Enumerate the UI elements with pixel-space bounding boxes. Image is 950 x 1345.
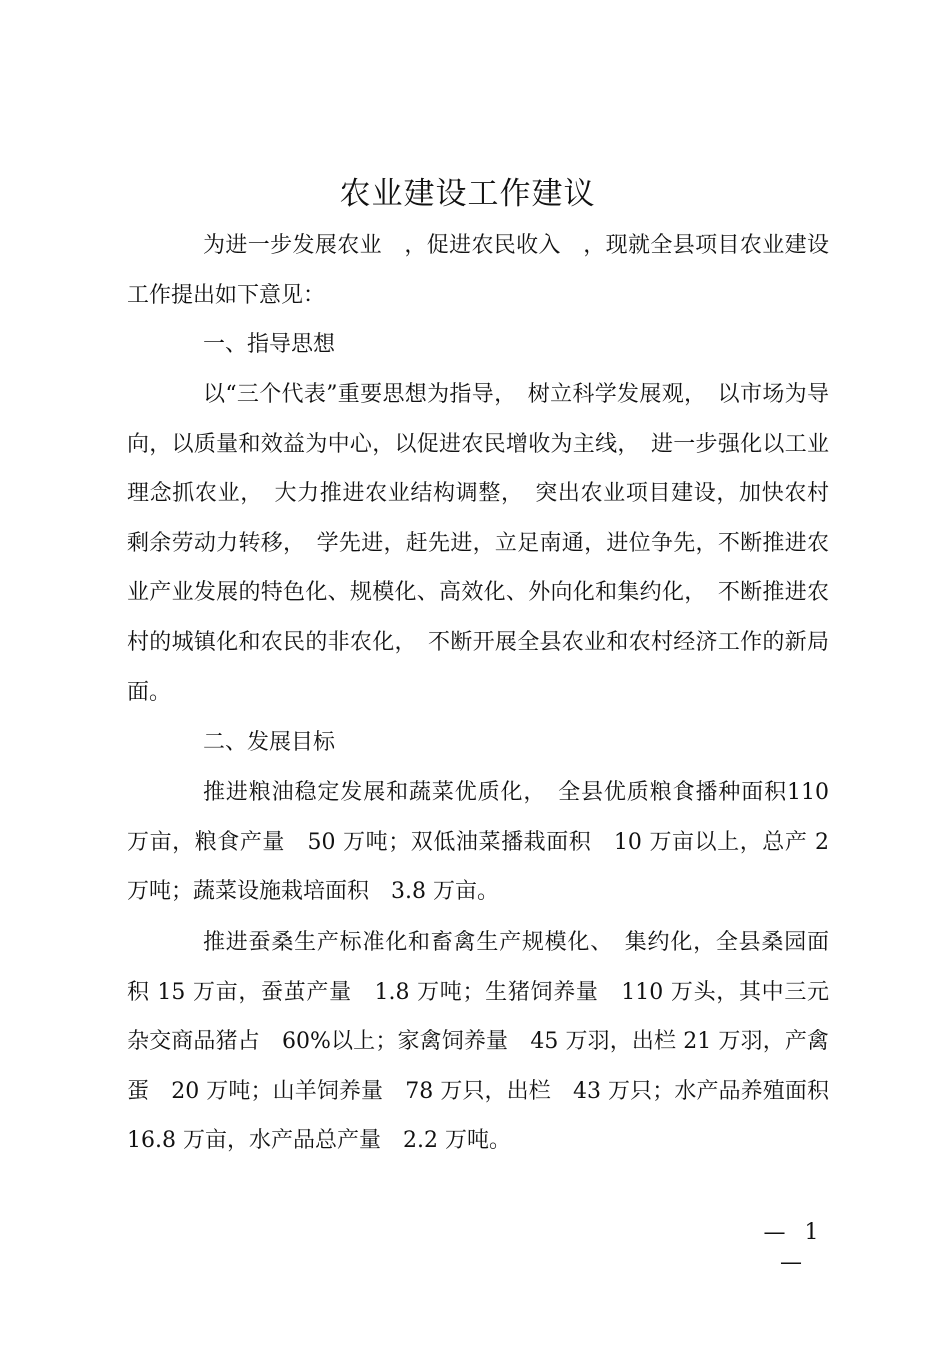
page-number: — 1 — (763, 1220, 825, 1275)
guiding-ideology-paragraph: 以“三个代表”重要思想为指导， 树立科学发展观， 以市场为导向，以质量和效益为中心，以促进农民增收为主线， 进一步强化以工业理念抓农业， 大力推进农业结构调整， 突出农业项目建设，加快农村剩余劳动力转移， 学先进，赶先进，立足南通，进位争先，不断推进农业产业发展的特色化、规模化、高效化、外向化和集约化， 不断推进农村的城镇化和农民的非农化， 不断开展全县农业和农村经济工作的新局面。 (127, 382, 829, 705)
goals-paragraph-grain-oil: 推进粮油稳定发展和蔬菜优质化， 全县优质粮食播种面积110 万亩，粮食产量 50 万吨；双低油菜播栽面积 10 万亩以上，总产 2 万吨；蔬菜设施栽培面积 3.8 万亩。 (127, 780, 829, 905)
intro-paragraph: 为进一步发展农业 ，促进农民收入 ，现就全县项目农业建设工作提出如下意见： (127, 233, 829, 308)
goals-paragraph-sericulture-livestock: 推进蚕桑生产标准化和畜禽生产规模化、 集约化，全县桑园面积 15 万亩，蚕茧产量 1.8 万吨；生猪饲养量 110 万头，其中三元杂交商品猪占 60%以上；家禽饲养量 45 万羽，出栏 21 万羽，产禽蛋 20 万吨；山羊饲养量 78 万只，出栏 43 万只；水产品养殖面积 16.8 万亩，水产品总产量 2.2 万吨。 (127, 930, 852, 1154)
document-title: 农业建设工作建议 (339, 176, 596, 212)
section-heading-development-goals: 二、发展目标 (203, 730, 336, 755)
section-heading-guiding-ideology: 一、指导思想 (203, 332, 336, 357)
